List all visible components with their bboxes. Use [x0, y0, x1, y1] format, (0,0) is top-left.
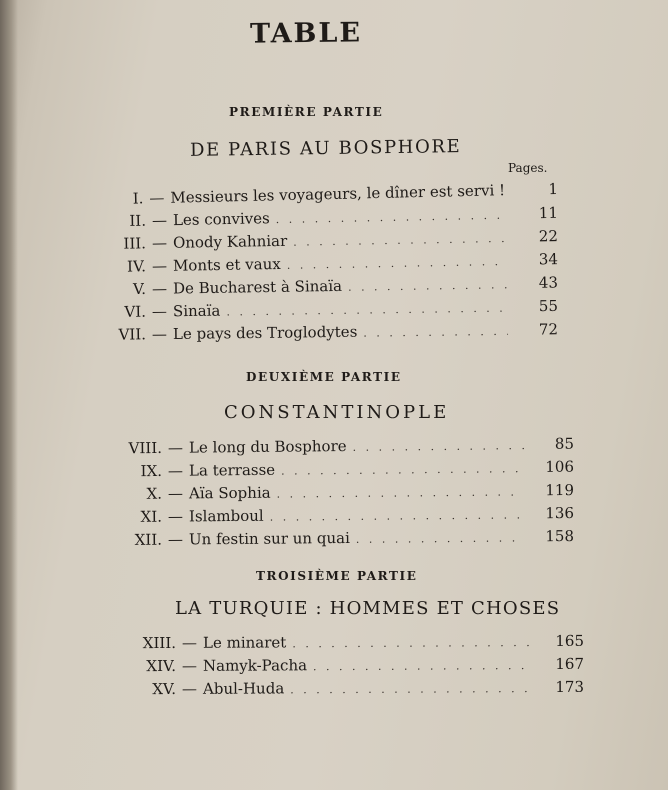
chapter-page: 22: [538, 227, 559, 246]
chapter-numeral: X.: [146, 484, 163, 503]
chapter-numeral: VIII.: [128, 438, 163, 458]
toc-entry: [128, 678, 584, 702]
chapter-page: 34: [538, 250, 559, 269]
chapter-title: Aïa Sophia: [188, 483, 271, 503]
chapter-page: 173: [555, 677, 585, 696]
chapter-numeral: VI.: [124, 302, 147, 321]
dot-leader: [287, 255, 508, 272]
chapter-numeral: XI.: [140, 507, 163, 526]
chapter-dash: —: [151, 256, 168, 276]
chapter-numeral: IV.: [126, 257, 147, 276]
chapter-dash: —: [181, 656, 198, 675]
dot-leader: [313, 659, 534, 673]
toc-entry: [128, 632, 584, 656]
chapter-dash: —: [151, 233, 168, 253]
toc-entry: [118, 527, 574, 553]
chapter-dash: —: [151, 211, 168, 230]
dot-leader: [290, 682, 534, 696]
chapter-title: Islamboul: [188, 506, 264, 526]
chapter-dash: —: [181, 633, 198, 652]
chapter-page: 158: [545, 527, 575, 546]
chapter-title: Namyk-Pacha: [202, 656, 308, 675]
chapter-dash: —: [167, 507, 184, 526]
chapter-dash: —: [149, 188, 165, 208]
chapter-numeral: I.: [132, 189, 144, 208]
part-label-2: DEUXIÈME PARTIE: [246, 370, 402, 384]
chapter-numeral: XII.: [134, 530, 163, 549]
dot-leader: [270, 508, 524, 523]
chapter-dash: —: [151, 325, 168, 344]
dot-leader: [353, 439, 525, 454]
chapter-page: 136: [545, 504, 575, 523]
chapter-dash: —: [151, 279, 168, 298]
page-title: TABLE: [249, 17, 363, 50]
chapter-title: Le pays des Troglodytes: [172, 322, 358, 343]
chapter-numeral: XV.: [152, 679, 177, 699]
dot-leader: [293, 232, 508, 249]
chapter-title: Monts et vaux: [172, 254, 281, 275]
part-label-3: TROISIÈME PARTIE: [256, 569, 418, 583]
toc-entry: [118, 481, 574, 507]
chapter-dash: —: [151, 302, 168, 321]
dot-leader: [348, 278, 508, 294]
chapter-title: La terrasse: [188, 460, 276, 480]
chapter-title: Un festin sur un quai: [188, 528, 350, 549]
chapter-page: 165: [555, 631, 585, 650]
chapter-page: 43: [538, 273, 559, 292]
dot-leader: [363, 325, 508, 340]
chapter-page: 167: [555, 654, 585, 673]
chapter-title: Sinaïa: [172, 301, 221, 321]
chapter-title: Le minaret: [202, 633, 287, 652]
chapter-title: Abul-Huda: [202, 679, 285, 698]
chapter-title: Messieurs les voyageurs, le dîner est servi !: [170, 181, 506, 207]
chapter-numeral: VII.: [118, 325, 147, 344]
chapter-title: Le long du Bosphore: [188, 436, 347, 457]
chapter-numeral: IX.: [140, 461, 163, 481]
chapter-page: 106: [545, 457, 575, 476]
dot-leader: [356, 531, 524, 545]
dot-leader: [281, 462, 524, 478]
dot-leader: [226, 302, 508, 319]
chapter-page: 85: [554, 434, 575, 453]
chapter-numeral: V.: [132, 279, 147, 299]
chapter-dash: —: [167, 461, 184, 480]
part-label-1: PREMIÈRE PARTIE: [229, 105, 384, 119]
chapter-numeral: XIV.: [146, 656, 177, 676]
section-title-2: CONSTANTINOPLE: [224, 402, 450, 423]
dot-leader: [276, 209, 508, 226]
chapter-dash: —: [167, 484, 184, 503]
chapter-numeral: XIII.: [142, 633, 177, 653]
dot-leader: [277, 485, 524, 500]
chapter-dash: —: [181, 679, 198, 698]
chapter-title: De Bucharest à Sinaïa: [172, 276, 343, 298]
section-title-3: LA TURQUIE : HOMMES ET CHOSES: [175, 598, 561, 619]
chapter-page: 72: [538, 320, 559, 339]
chapter-dash: —: [167, 438, 184, 457]
chapter-numeral: III.: [123, 234, 147, 253]
pages-column-label: Pages.: [508, 161, 548, 175]
section-title-1: DE PARIS AU BOSPHORE: [189, 136, 462, 161]
toc-entry: [118, 458, 574, 485]
toc-entry: [128, 655, 584, 679]
dot-leader: [292, 636, 534, 650]
page-gutter-shadow: [0, 0, 18, 790]
chapter-page: 1: [548, 179, 559, 199]
chapter-page: 55: [538, 296, 559, 316]
chapter-numeral: II.: [129, 211, 147, 230]
chapter-title: Onody Kahniar: [172, 231, 288, 252]
chapter-page: 119: [545, 481, 575, 500]
toc-entry: [118, 504, 574, 530]
toc-entry: [110, 320, 558, 347]
chapter-dash: —: [167, 530, 184, 549]
chapter-page: 11: [538, 203, 559, 223]
chapter-title: Les convives: [172, 209, 270, 230]
